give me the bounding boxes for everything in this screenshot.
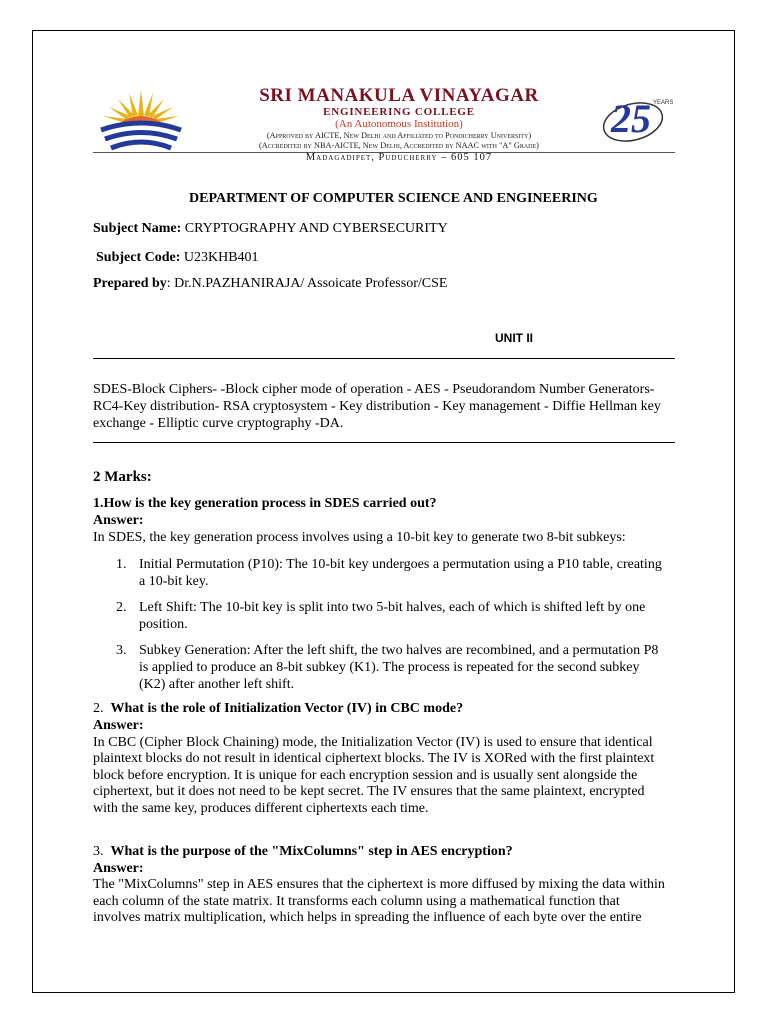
- question-1: 1.How is the key generation process in SDES carried out?: [93, 496, 437, 511]
- prepared-by-row: [93, 276, 447, 293]
- accreditation-line: (Accredited by NBA-AICTE, New Delhi, Accredited by NAAC with "A" Grade): [259, 141, 539, 150]
- divider-bottom: [93, 442, 675, 443]
- prepared-by-label: Prepared by: [93, 276, 167, 291]
- list-item-number: 3.: [116, 643, 127, 658]
- divider-top: [93, 358, 675, 359]
- department-title: DEPARTMENT OF COMPUTER SCIENCE AND ENGINEERING: [189, 191, 598, 206]
- answer-label-2: Answer:: [93, 718, 144, 733]
- question-3-number: 3.: [93, 844, 104, 859]
- question-3: [93, 844, 513, 861]
- list-item-line: Left Shift: The 10-bit key is split into two 5-bit halves, each of which is shifted left by one: [139, 600, 646, 615]
- list-item-number: 2.: [116, 600, 127, 615]
- list-item-line: position.: [139, 617, 188, 632]
- answer-label-1: Answer:: [93, 513, 144, 528]
- q2-line: In CBC (Cipher Block Chaining) mode, the Initialization Vector (IV) is used to ensure that identical: [93, 735, 653, 750]
- q2-line: block before encryption. It is unique for each encryption session and is usually sent alongside the: [93, 768, 638, 783]
- prepared-by-value: : Dr.N.PAZHANIRAJA/ Assoicate Professor/CSE: [166, 276, 448, 291]
- approval-line: (Approved by AICTE, New Delhi and Affiliated to Pondicherry University): [266, 131, 532, 140]
- subject-code-value: U23KHB401: [183, 250, 259, 265]
- autonomous-label: (An Autonomous Institution): [335, 118, 463, 130]
- answer-label-3: Answer:: [93, 861, 144, 876]
- list-item-line: a 10-bit key.: [139, 574, 209, 589]
- college-name: SRI MANAKULA VINAYAGAR: [259, 85, 539, 106]
- subject-code-label: Subject Code:: [96, 250, 181, 265]
- list-item-line: Initial Permutation (P10): The 10-bit key undergoes a permutation using a P10 table, creating: [139, 557, 662, 572]
- years-number: 25: [611, 96, 651, 141]
- question-2: [93, 701, 463, 718]
- question-2-number: 2.: [93, 701, 104, 716]
- college-logo-icon: [93, 86, 189, 152]
- header-rule: [93, 152, 675, 153]
- unit-label: UNIT II: [495, 331, 533, 345]
- list-item-line: is applied to produce an 8-bit subkey (K1). The process is repeated for the second subkey: [139, 660, 640, 675]
- list-item-number: 1.: [116, 557, 127, 572]
- syllabus-line-2: RC4-Key distribution- RSA cryptosystem - Key distribution - Key management - Diffie Hellman key: [93, 399, 661, 414]
- q3-line: involves matrix multiplication, which helps in spreading the influence of each byte over the entire: [93, 910, 642, 925]
- q1-intro: In SDES, the key generation process involves using a 10-bit key to generate two 8-bit subkeys:: [93, 530, 626, 545]
- college-subtitle: ENGINEERING COLLEGE: [323, 106, 475, 118]
- list-item-line: (K2) after another left shift.: [139, 677, 295, 692]
- q3-line: each column of the state matrix. It transforms each column using a mathematical function that: [93, 894, 620, 909]
- college-address: Madagadipet, Puducherry – 605 107: [305, 152, 493, 163]
- subject-code-row: [96, 250, 259, 267]
- question-2-text: What is the role of Initialization Vector (IV) in CBC mode?: [110, 701, 464, 716]
- marks-heading: 2 Marks:: [93, 469, 152, 485]
- question-3-text: What is the purpose of the "MixColumns" step in AES encryption?: [110, 844, 513, 859]
- subject-name-label: Subject Name:: [93, 221, 182, 236]
- syllabus-line-1: SDES-Block Ciphers- -Block cipher mode of operation - AES - Pseudorandom Number Generators-: [93, 382, 655, 397]
- syllabus-line-3: exchange - Elliptic curve cryptography -DA.: [93, 416, 344, 431]
- college-letterhead: [93, 85, 675, 163]
- q2-line: ciphertext, but it does not need to be kept secret. The IV ensures that the same plaintext, encrypted: [93, 784, 645, 799]
- q2-line: plaintext blocks do not result in identical ciphertext blocks. The IV is XORed with the first plaintext: [93, 751, 655, 766]
- q3-line: The "MixColumns" step in AES ensures that the ciphertext is more diffused by mixing the data within: [93, 877, 665, 892]
- years-word: YEARS: [653, 100, 674, 106]
- subject-name-row: [93, 221, 448, 238]
- subject-name-value: CRYPTOGRAPHY AND CYBERSECURITY: [184, 221, 448, 236]
- list-item-line: Subkey Generation: After the left shift, the two halves are recombined, and a permutation P8: [139, 643, 659, 658]
- q2-line: with the same key, produces different ciphertexts each time.: [93, 801, 429, 816]
- 25-years-emblem-icon: [599, 88, 674, 148]
